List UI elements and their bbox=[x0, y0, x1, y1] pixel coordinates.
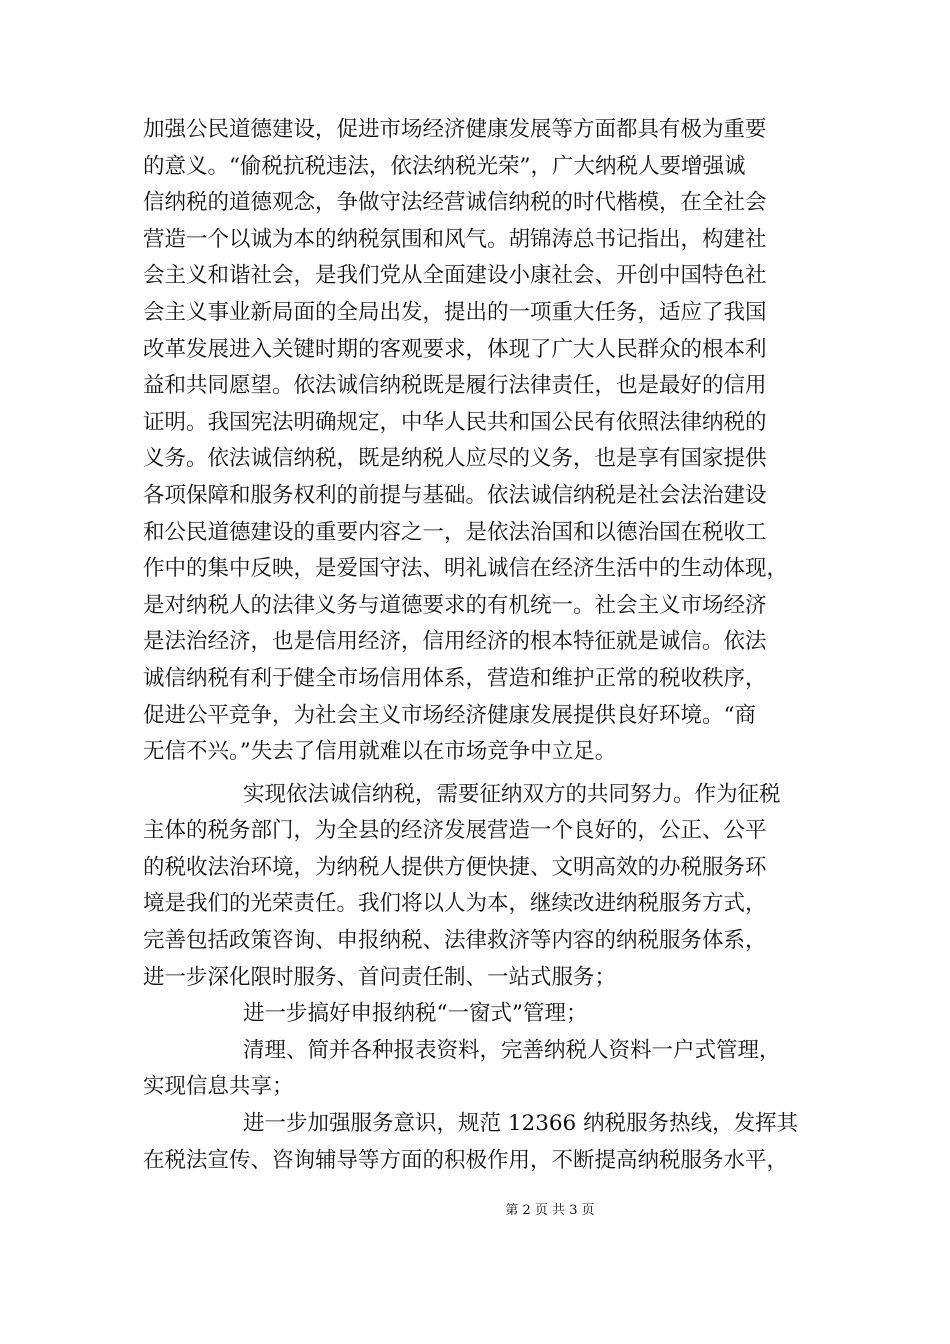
text-line: 和公民道德建设的重要内容之一，是依法治国和以德治国在税收工 bbox=[143, 519, 767, 545]
text-line: 益和共同愿望。依法诚信纳税既是履行法律责任，也是最好的信用 bbox=[143, 373, 767, 399]
text-line: 加强公民道德建设，促进市场经济健康发展等方面都具有极为重要 bbox=[143, 117, 767, 142]
text-line: 营造一个以诚为本的纳税氛围和风气。胡锦涛总书记指出，构建社 bbox=[143, 226, 767, 252]
text-line: 主体的税务部门，为全县的经济发展营造一个良好的，公正、公平 bbox=[143, 818, 767, 844]
page-number-footer: 第 2 页 共 3 页 bbox=[505, 1203, 595, 1218]
text-line: 是对纳税人的法律义务与道德要求的有机统一。社会主义市场经济 bbox=[143, 592, 767, 618]
text-line: 证明。我国宪法明确规定，中华人民共和国公民有依照法律纳税的 bbox=[143, 409, 767, 435]
text-line: 作中的集中反映，是爱国守法、明礼诚信在经济生活中的生动体现， bbox=[143, 556, 789, 582]
text-line: 改革发展进入关键时期的客观要求，体现了广大人民群众的根本利 bbox=[143, 336, 767, 362]
text-line: 境是我们的光荣责任。我们将以人为本，继续改进纳税服务方式， bbox=[143, 891, 767, 917]
paragraph-start-line: 进一步加强服务意识，规范 12366 纳税服务热线，发挥其 bbox=[243, 1111, 799, 1137]
text-line: 信纳税的道德观念，争做守法经营诚信纳税的时代楷模，在全社会 bbox=[143, 190, 767, 216]
text-line: 诚信纳税有利于健全市场信用体系，营造和维护正常的税收秩序， bbox=[143, 665, 767, 691]
document-body bbox=[143, 112, 815, 1179]
text-line: 会主义和谐社会，是我们党从全面建设小康社会、开创中国特色社 bbox=[143, 263, 767, 289]
text-line: 无信不兴。”失去了信用就难以在市场竞争中立足。 bbox=[143, 739, 617, 765]
text-line: 会主义事业新局面的全局出发，提出的一项重大任务，适应了我国 bbox=[143, 299, 767, 325]
text-line: 实现信息共享； bbox=[143, 1074, 294, 1100]
text-line: 的税收法治环境，为纳税人提供方便快捷、文明高效的办税服务环 bbox=[143, 854, 767, 880]
paragraph-start-line: 实现依法诚信纳税，需要征纳双方的共同努力。作为征税 bbox=[243, 781, 781, 807]
text-line: 各项保障和服务权利的前提与基础。依法诚信纳税是社会法治建设 bbox=[143, 482, 767, 508]
text-line: 在税法宣传、咨询辅导等方面的积极作用，不断提高纳税服务水平， bbox=[143, 1147, 789, 1173]
text-line: 促进公平竞争，为社会主义市场经济健康发展提供良好环境。“商 bbox=[143, 702, 756, 728]
text-line: 的意义。“偷税抗税违法，依法纳税光荣”，广大纳税人要增强诚 bbox=[143, 153, 746, 179]
text-line: 义务。依法诚信纳税，既是纳税人应尽的义务，也是享有国家提供 bbox=[143, 446, 767, 472]
text-line: 是法治经济，也是信用经济，信用经济的根本特征就是诚信。依法 bbox=[143, 629, 767, 655]
paragraph-start-line: 清理、简并各种报表资料，完善纳税人资料一户式管理， bbox=[243, 1037, 781, 1063]
paragraph-start-line: 进一步搞好申报纳税“一窗式”管理； bbox=[243, 1001, 588, 1027]
text-line: 完善包括政策咨询、申报纳税、法律救济等内容的纳税服务体系， bbox=[143, 928, 767, 954]
text-line: 进一步深化限时服务、首问责任制、一站式服务； bbox=[143, 964, 617, 990]
